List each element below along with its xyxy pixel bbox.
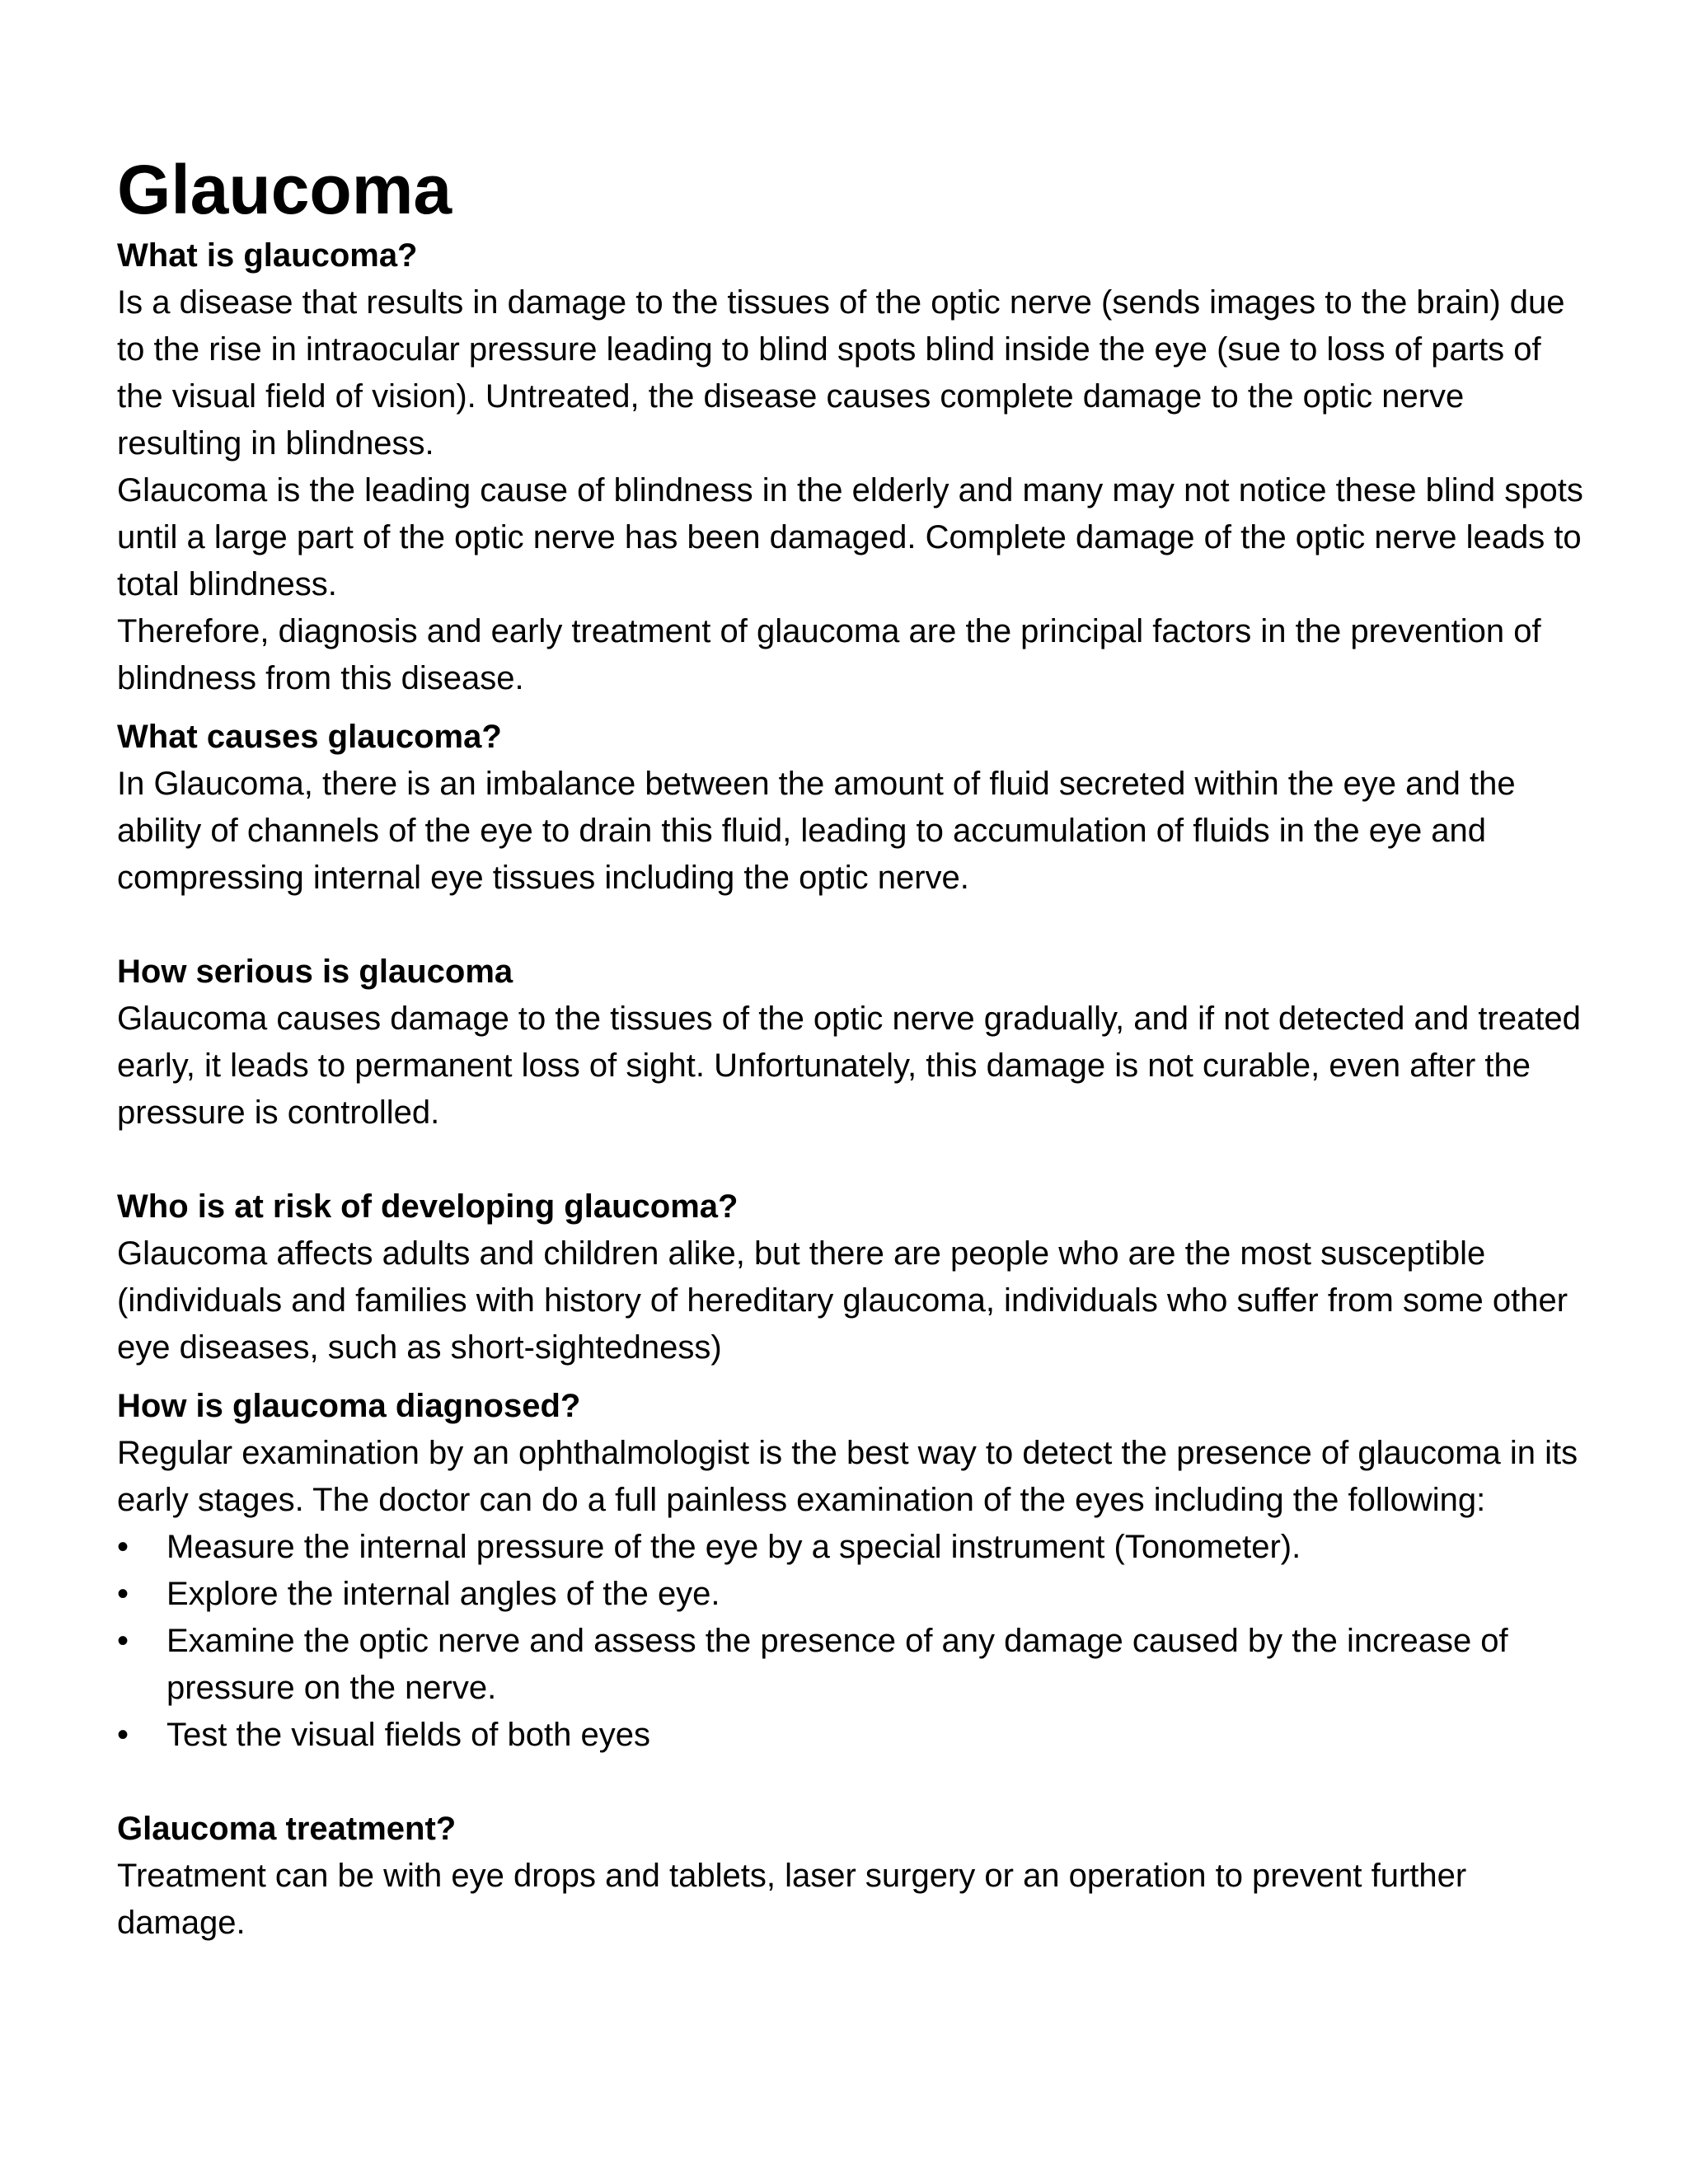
- bullet-icon: •: [117, 1717, 129, 1753]
- paragraph: In Glaucoma, there is an imbalance between the amount of fluid secreted within the eye and the ability of channels of the eye to drain this fluid, leading to accumulation of fluids in the eye and compressing internal eye tissues including the optic nerve.: [117, 766, 1516, 896]
- spacer: [117, 1759, 1584, 1806]
- section-heading: Glaucoma treatment?: [117, 1811, 457, 1847]
- list-item-text: Examine the optic nerve and assess the presence of any damage caused by the increase of pressure on the nerve.: [166, 1623, 1508, 1706]
- list-item: [117, 1618, 1584, 1712]
- list-item-text: Measure the internal pressure of the eye by a special instrument (Tonometer).: [166, 1529, 1301, 1565]
- spacer: [117, 1137, 1584, 1183]
- section-heading: Who is at risk of developing glaucoma?: [117, 1188, 738, 1225]
- paragraph: Treatment can be with eye drops and tablets, laser surgery or an operation to prevent further damage.: [117, 1858, 1467, 1941]
- section-who-is-at-risk: [117, 1183, 1584, 1371]
- bullet-icon: •: [117, 1576, 129, 1612]
- paragraph: Glaucoma causes damage to the tissues of the optic nerve gradually, and if not detected and treated early, it leads to permanent loss of sight. Unfortunately, this damage is not curable, even after the pressure is controlled.: [117, 1001, 1581, 1131]
- section-how-diagnosed: [117, 1383, 1584, 1759]
- section-heading: How is glaucoma diagnosed?: [117, 1388, 581, 1424]
- section-treatment: [117, 1806, 1584, 1947]
- list-item-text: Test the visual fields of both eyes: [166, 1717, 650, 1753]
- bullet-icon: •: [117, 1623, 129, 1659]
- section-how-serious: [117, 949, 1584, 1137]
- section-what-is-glaucoma: [117, 232, 1584, 702]
- list-item: [117, 1571, 1584, 1618]
- section-heading: What causes glaucoma?: [117, 719, 502, 755]
- spacer: [117, 702, 1584, 714]
- spacer: [117, 1371, 1584, 1383]
- spacer: [117, 902, 1584, 949]
- section-heading: How serious is glaucoma: [117, 954, 513, 990]
- document-title: Glaucoma: [117, 151, 452, 228]
- paragraph: Therefore, diagnosis and early treatment of glaucoma are the principal factors in the prevention of blindness from this disease.: [117, 613, 1541, 696]
- list-item: [117, 1712, 1584, 1759]
- list-item-text: Explore the internal angles of the eye.: [166, 1576, 720, 1612]
- document-page: [117, 147, 1584, 1947]
- section-heading: What is glaucoma?: [117, 237, 418, 274]
- diagnosis-bullet-list: [117, 1524, 1584, 1759]
- bullet-icon: •: [117, 1529, 129, 1565]
- paragraph: Glaucoma is the leading cause of blindness in the elderly and many may not notice these blind spots until a large part of the optic nerve has been damaged. Complete damage of the optic nerve leads to total blindness.: [117, 472, 1583, 602]
- section-what-causes-glaucoma: [117, 714, 1584, 902]
- paragraph: Glaucoma affects adults and children alike, but there are people who are the most susceptible (individuals and families with history of hereditary glaucoma, individuals who suffer from some other eye diseases, such as short-sightedness): [117, 1235, 1568, 1366]
- paragraph: Regular examination by an ophthalmologist is the best way to detect the presence of glaucoma in its early stages. The doctor can do a full painless examination of the eyes including the following:: [117, 1435, 1578, 1518]
- paragraph: Is a disease that results in damage to the tissues of the optic nerve (sends images to the brain) due to the rise in intraocular pressure leading to blind spots blind inside the eye (sue to loss of parts of the visual field of vision). Untreated, the disease causes complete damage to the optic nerve resulting in blindness.: [117, 284, 1565, 462]
- list-item: [117, 1524, 1584, 1571]
